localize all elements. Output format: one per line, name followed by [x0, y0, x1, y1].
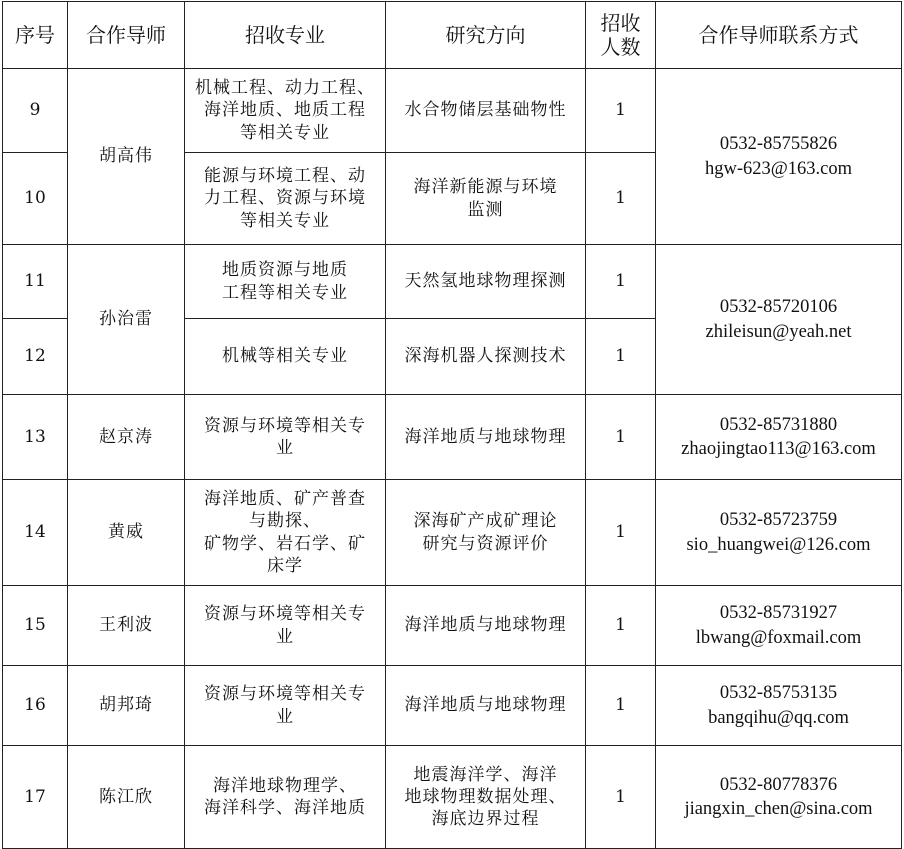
direction-line: 水合物储层基础物性 — [404, 100, 567, 121]
major-cell — [185, 480, 386, 586]
row-index: 12 — [3, 319, 68, 395]
contact-email: hgw-623@163.com — [704, 158, 853, 179]
advisor-name: 胡高伟 — [68, 69, 185, 245]
row-index: 15 — [3, 586, 68, 666]
contact-phone: 0532-80778376 — [719, 774, 838, 795]
header-contact: 合作导师联系方式 — [656, 2, 902, 69]
major-cell — [185, 395, 386, 480]
major-line: 业 — [276, 706, 294, 727]
major-line: 资源与环境等相关专 — [204, 684, 366, 705]
contact-cell — [656, 746, 902, 849]
major-cell — [185, 319, 386, 395]
major-line: 业 — [276, 626, 294, 647]
quota-count: 1 — [586, 395, 656, 480]
major-line: 能源与环境工程、动 — [204, 166, 366, 187]
major-line: 矿物学、岩石学、矿 — [204, 533, 366, 554]
contact-email: lbwang@foxmail.com — [695, 627, 862, 648]
quota-count: 1 — [586, 746, 656, 849]
table-row — [3, 245, 902, 319]
row-index: 16 — [3, 666, 68, 746]
direction-cell — [386, 245, 586, 319]
major-line: 机械等相关专业 — [222, 346, 348, 367]
quota-count: 1 — [586, 153, 656, 245]
major-line: 海洋地球物理学、 — [213, 775, 357, 796]
major-line: 海洋地质、矿产普查 — [204, 489, 366, 510]
major-line: 等相关专业 — [240, 210, 330, 231]
contact-email: jiangxin_chen@sina.com — [684, 799, 873, 819]
table-row — [3, 480, 902, 586]
major-cell — [185, 245, 386, 319]
quota-count: 1 — [586, 586, 656, 666]
header-major: 招收专业 — [185, 2, 386, 69]
direction-line: 天然氢地球物理探测 — [404, 271, 567, 292]
direction-line: 地震海洋学、海洋 — [413, 764, 558, 785]
header-advisor: 合作导师 — [68, 2, 185, 69]
row-index: 14 — [3, 480, 68, 586]
quota-count: 1 — [586, 480, 656, 586]
direction-cell — [386, 153, 586, 245]
contact-cell — [656, 586, 902, 666]
major-line: 地质资源与地质 — [222, 260, 348, 281]
header-count-line2: 人数 — [600, 35, 641, 59]
header-row — [3, 2, 902, 69]
advisor-name: 胡邦琦 — [68, 666, 185, 746]
direction-cell — [386, 480, 586, 586]
major-line: 床学 — [267, 555, 303, 576]
advisor-name: 黄威 — [68, 480, 185, 586]
table-row — [3, 666, 902, 746]
contact-phone: 0532-85723759 — [719, 510, 838, 531]
major-cell — [185, 586, 386, 666]
direction-line: 深海机器人探测技术 — [404, 346, 567, 367]
advisor-table — [2, 1, 902, 849]
major-line: 资源与环境等相关专 — [204, 604, 366, 625]
major-line: 海洋地质、地质工程 — [204, 100, 366, 121]
header-direction: 研究方向 — [386, 2, 586, 69]
direction-cell — [386, 666, 586, 746]
contact-cell — [656, 69, 902, 245]
major-line: 机械工程、动力工程、 — [195, 78, 375, 99]
advisor-name: 赵京涛 — [68, 395, 185, 480]
header-count-line1: 招收 — [600, 11, 641, 35]
contact-cell — [656, 395, 902, 480]
row-index: 10 — [3, 153, 68, 245]
major-cell — [185, 153, 386, 245]
table-row — [3, 746, 902, 849]
row-index: 13 — [3, 395, 68, 480]
contact-phone: 0532-85731927 — [719, 603, 838, 624]
direction-cell — [386, 395, 586, 480]
contact-phone: 0532-85755826 — [719, 134, 838, 155]
major-line: 业 — [276, 438, 294, 458]
table-row — [3, 395, 902, 480]
direction-line: 深海矿产成矿理论 — [413, 511, 558, 532]
contact-email: zhileisun@yeah.net — [705, 321, 852, 342]
contact-cell — [656, 245, 902, 395]
row-index: 17 — [3, 746, 68, 849]
advisor-name: 陈江欣 — [68, 746, 185, 849]
major-line: 力工程、资源与环境 — [204, 188, 366, 209]
direction-line: 海洋地质与地球物理 — [404, 695, 567, 716]
major-cell — [185, 746, 386, 849]
advisor-name: 王利波 — [68, 586, 185, 666]
contact-email: zhaojingtao113@163.com — [681, 439, 876, 459]
major-line: 等相关专业 — [240, 122, 330, 143]
contact-cell — [656, 480, 902, 586]
major-line: 与勘探、 — [249, 511, 321, 532]
header-count — [586, 2, 656, 69]
direction-line: 海洋地质与地球物理 — [404, 426, 567, 447]
table-row — [3, 69, 902, 153]
direction-line: 监测 — [467, 199, 504, 220]
major-line: 资源与环境等相关专 — [204, 415, 366, 436]
direction-line: 海洋新能源与环境 — [413, 177, 558, 198]
table-row — [3, 586, 902, 666]
contact-phone: 0532-85753135 — [719, 683, 838, 704]
direction-line: 海洋地质与地球物理 — [404, 615, 567, 636]
direction-cell — [386, 319, 586, 395]
direction-cell — [386, 69, 586, 153]
major-cell — [185, 666, 386, 746]
row-index: 9 — [3, 69, 68, 153]
major-line: 工程等相关专业 — [222, 282, 348, 303]
quota-count: 1 — [586, 666, 656, 746]
quota-count: 1 — [586, 319, 656, 395]
direction-line: 地球物理数据处理、 — [404, 786, 567, 807]
contact-cell — [656, 666, 902, 746]
direction-cell — [386, 586, 586, 666]
direction-line: 研究与资源评价 — [422, 533, 549, 554]
contact-phone: 0532-85731880 — [719, 414, 838, 435]
major-cell — [185, 69, 386, 153]
row-index: 11 — [3, 245, 68, 319]
major-line: 海洋科学、海洋地质 — [204, 798, 366, 818]
advisor-name: 孙治雷 — [68, 245, 185, 395]
contact-email: bangqihu@qq.com — [708, 707, 849, 728]
quota-count: 1 — [586, 245, 656, 319]
direction-line: 海底边界过程 — [431, 809, 540, 830]
contact-email: sio_huangwei@126.com — [686, 534, 871, 555]
quota-count: 1 — [586, 69, 656, 153]
header-index: 序号 — [3, 2, 68, 69]
direction-cell — [386, 746, 586, 849]
contact-phone: 0532-85720106 — [719, 297, 838, 318]
